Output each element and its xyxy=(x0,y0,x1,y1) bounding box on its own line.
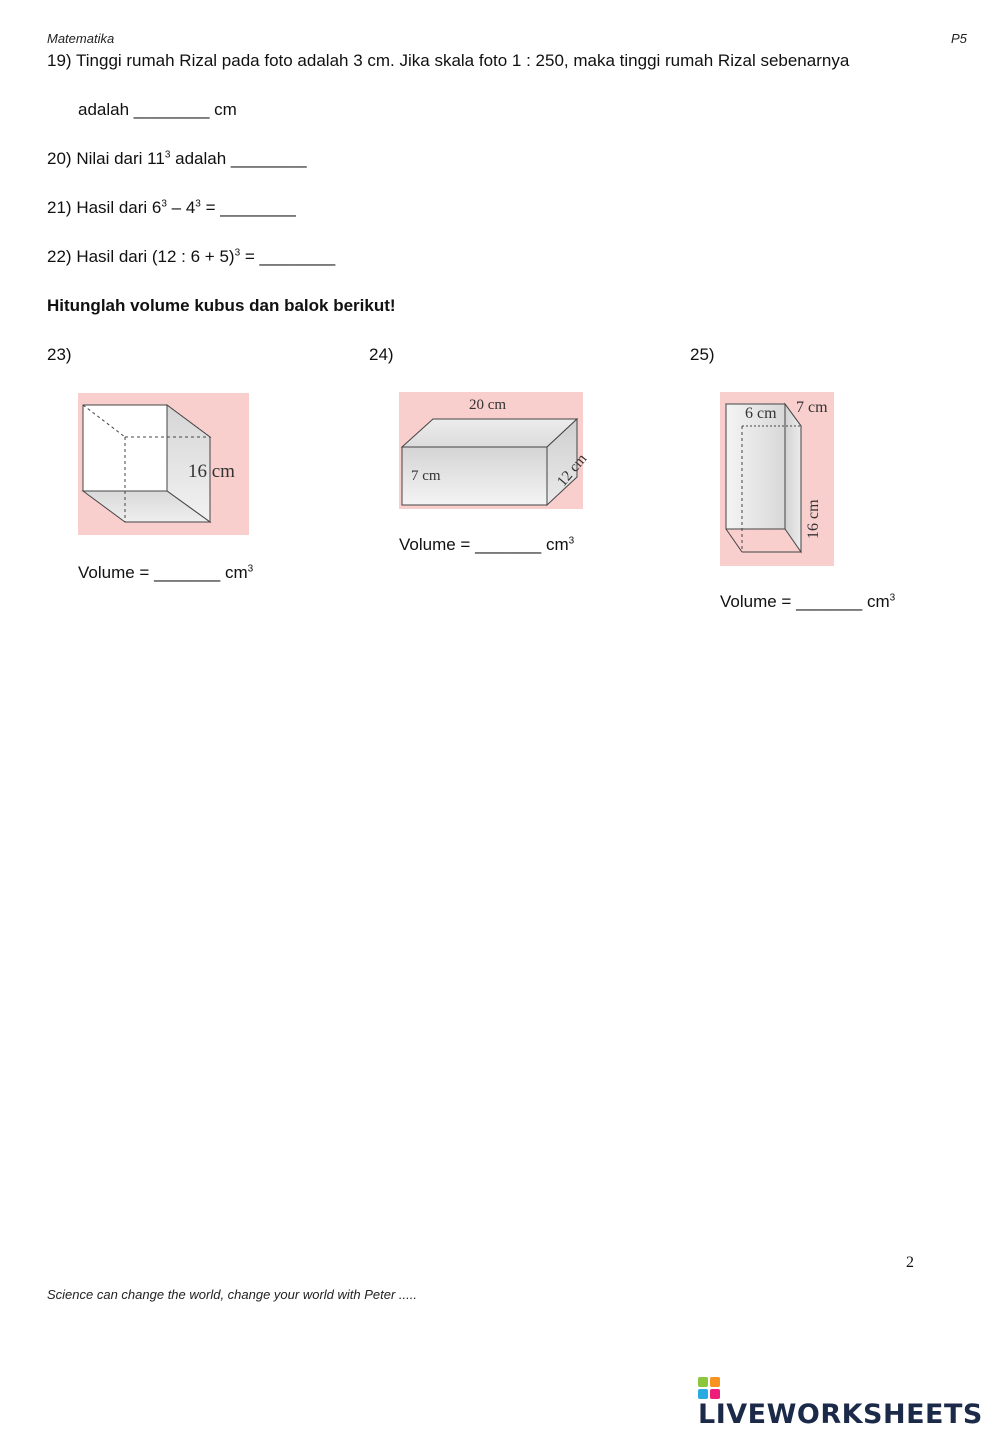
cuboid-figure-tall xyxy=(720,392,834,566)
logo-icon xyxy=(698,1377,720,1399)
footer-text: Science can change the world, change your world with Peter ..... xyxy=(47,1287,417,1302)
question-text: Hasil dari 6 xyxy=(76,198,162,217)
figure-25-volume xyxy=(720,592,895,612)
question-text-mid: – 4 xyxy=(166,198,196,217)
volume-label: Volume = _______ cm xyxy=(399,535,569,554)
exponent: 3 xyxy=(164,149,171,161)
cuboid-figure-wide xyxy=(399,392,591,509)
question-20 xyxy=(47,149,307,169)
exponent: 3 xyxy=(247,563,254,575)
figure-23-number: 23) xyxy=(47,345,72,364)
question-text: Hasil dari (12 : 6 + 5) xyxy=(76,247,235,266)
brand-name: LIVEWORKSHEETS xyxy=(698,1399,983,1430)
cuboid-front-label: 7 cm xyxy=(411,468,441,484)
volume-label: Volume = _______ cm xyxy=(720,592,890,611)
question-text: Nilai dari 11 xyxy=(76,149,165,168)
instruction-heading: Hitunglah volume kubus dan balok berikut! xyxy=(47,296,396,315)
exponent: 3 xyxy=(195,198,201,210)
question-number: 19) xyxy=(47,51,72,70)
question-number: 22) xyxy=(47,247,72,266)
figure-24-number: 24) xyxy=(369,345,394,364)
question-21 xyxy=(47,198,296,218)
page-number: 2 xyxy=(906,1254,914,1271)
question-number: 20) xyxy=(47,149,72,168)
header-subject: Matematika xyxy=(47,31,115,46)
cuboid-top-label: 20 cm xyxy=(469,397,507,413)
cuboid-height-label: 16 cm xyxy=(805,499,822,539)
figure-25-number: 25) xyxy=(690,345,715,364)
exponent: 3 xyxy=(889,592,896,604)
exponent: 3 xyxy=(161,198,167,210)
volume-label: Volume = _______ cm xyxy=(78,563,248,582)
question-text-tail: = ________ xyxy=(200,198,296,217)
figure-24-volume xyxy=(399,535,574,555)
question-text: Tinggi rumah Rizal pada foto adalah 3 cm. Jika skala foto 1 : 250, maka tinggi rumah Rizal sebenarnya xyxy=(76,51,850,70)
cuboid-top-side-label: 7 cm xyxy=(796,399,828,416)
question-number: 21) xyxy=(47,198,72,217)
header-code: P5 xyxy=(951,31,967,46)
liveworksheets-logo[interactable] xyxy=(698,1377,1000,1430)
cuboid-top-front-label: 6 cm xyxy=(745,405,777,422)
exponent: 3 xyxy=(568,535,575,547)
cube-figure xyxy=(78,393,249,535)
figure-23-volume xyxy=(78,563,253,583)
question-text-tail: adalah ________ xyxy=(170,149,307,168)
cuboid-side-label: 12 cm xyxy=(554,451,591,490)
exponent: 3 xyxy=(234,247,241,259)
cube-side-label: 16 cm xyxy=(188,461,235,482)
question-19 xyxy=(47,51,849,71)
question-19-answer-line: adalah ________ cm xyxy=(78,100,237,119)
question-22 xyxy=(47,247,335,267)
question-text-tail: = ________ xyxy=(240,247,336,266)
